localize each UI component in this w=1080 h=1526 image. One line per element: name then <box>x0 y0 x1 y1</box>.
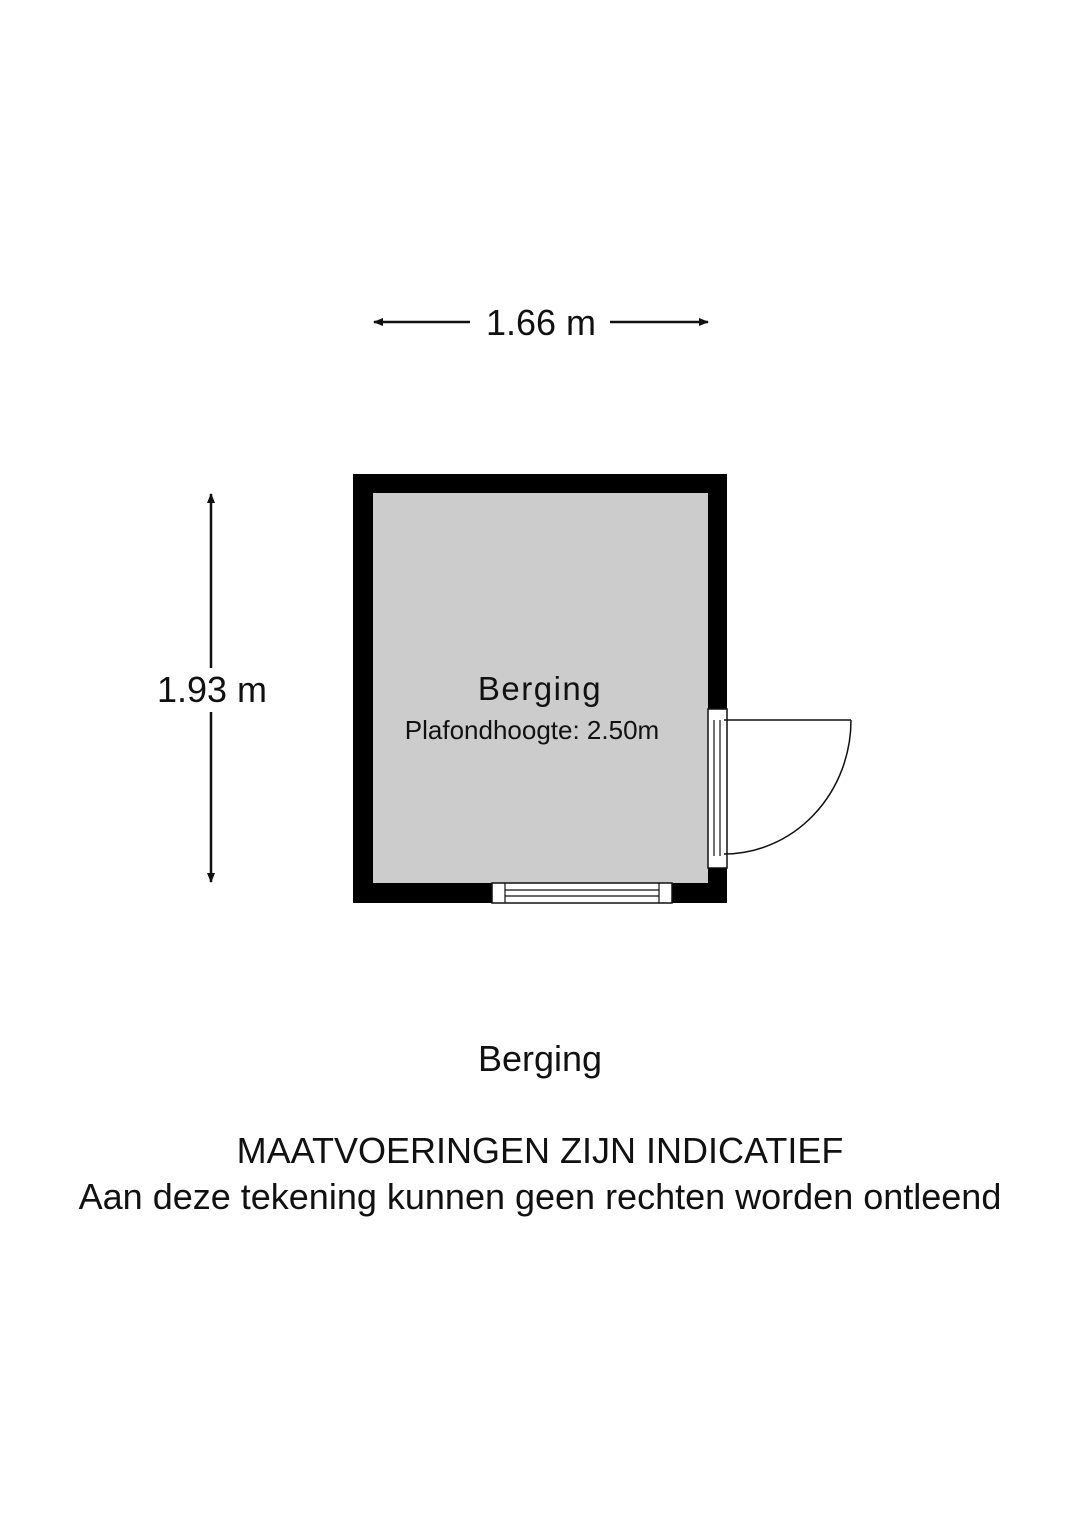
right-door <box>708 709 851 868</box>
width-dimension-label: 1.66 m <box>485 302 597 343</box>
wall-top <box>353 474 727 493</box>
room-berging <box>353 474 851 903</box>
height-dimension <box>157 494 267 882</box>
height-dimension-label: 1.93 m <box>156 669 268 710</box>
room-name-label: Berging <box>477 670 603 707</box>
door-frame <box>708 709 727 868</box>
floor-title: Berging <box>477 1038 603 1079</box>
bottom-window <box>492 883 672 903</box>
width-dimension <box>374 302 708 343</box>
bottom-window-frame <box>492 883 672 903</box>
wall-bottom-left <box>353 883 492 903</box>
wall-right-upper <box>708 474 727 709</box>
ceiling-height-label: Plafondhoogte: 2.50m <box>404 715 660 745</box>
disclaimer-line-2: Aan deze tekening kunnen geen rechten worden ontleend <box>78 1176 1002 1217</box>
door-swing-arc <box>724 720 851 854</box>
disclaimer-line-1: MAATVOERINGEN ZIJN INDICATIEF <box>236 1130 844 1171</box>
wall-left <box>353 474 373 903</box>
wall-bottom-right <box>672 883 727 903</box>
